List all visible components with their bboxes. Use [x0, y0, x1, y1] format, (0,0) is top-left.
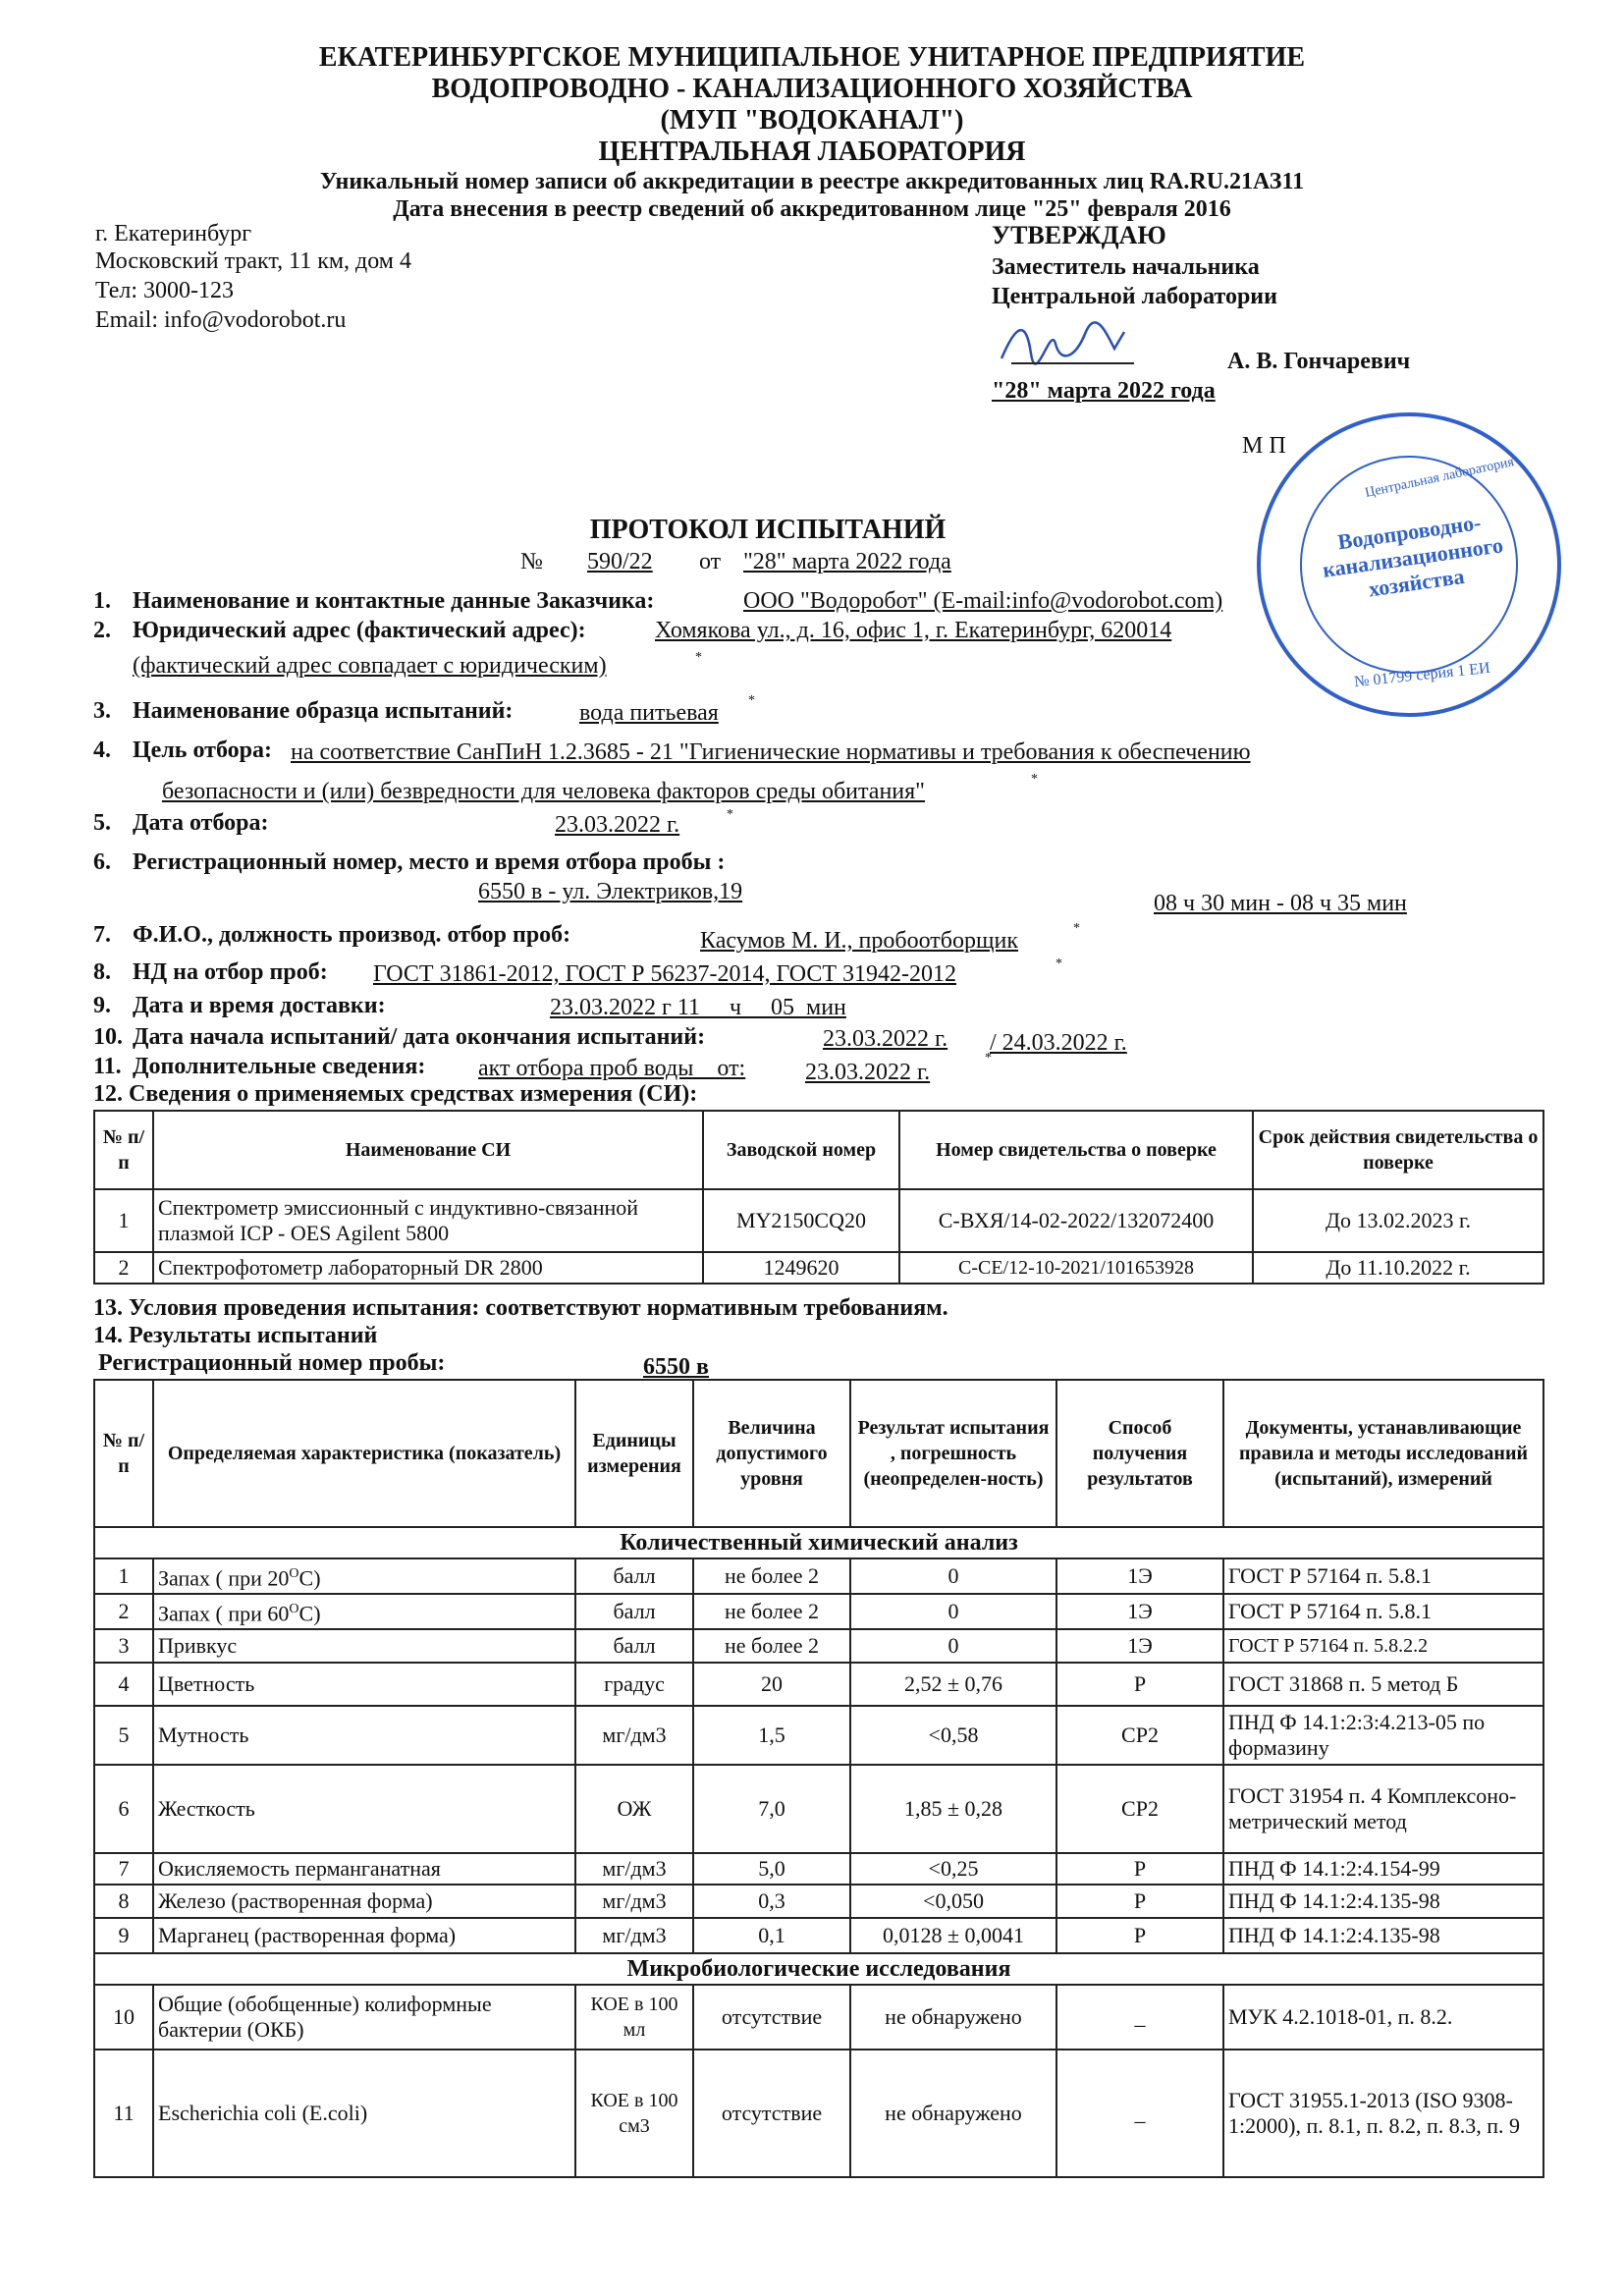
table-row: [94, 1663, 1543, 1706]
char-unit: C): [298, 1565, 321, 1591]
approval-date: "28" марта 2022 года: [992, 378, 1216, 404]
row-limit: отсутствие: [693, 2050, 850, 2177]
row-method: СР2: [1056, 1765, 1223, 1853]
item-1-label: Наименование и контактные данные Заказчика:: [133, 588, 655, 614]
item-7-num: 7.: [93, 922, 111, 948]
si-cell-serial: MY2150CQ20: [703, 1189, 899, 1252]
item-8-num: 8.: [93, 959, 111, 985]
asterisk: *: [1073, 921, 1080, 936]
table-row: [94, 1706, 1543, 1765]
row-units: балл: [575, 1629, 693, 1663]
item-3-num: 3.: [93, 698, 111, 724]
official-seal: [1257, 412, 1561, 717]
protocol-no-label: №: [520, 549, 543, 574]
accreditation-date: Дата внесения в реестр сведений об аккредитованном лице "25" февраля 2016: [393, 196, 1231, 222]
seal-center-text: Водопроводно-канализационного хозяйства: [1321, 510, 1505, 602]
si-cell-name: Спектрометр эмиссионный с индуктивно-связанной плазмой ICP - OES Agilent 5800: [153, 1189, 703, 1252]
row-limit: не более 2: [693, 1558, 850, 1594]
item-2-label: Юридический адрес (фактический адрес):: [133, 618, 586, 643]
item-11-date: 23.03.2022 г.: [805, 1060, 931, 1085]
item-7-label: Ф.И.О., должность производ. отбор проб:: [133, 922, 571, 948]
si-cell-num: 1: [94, 1189, 153, 1252]
row-num: 10: [94, 1985, 153, 2050]
table-row: [94, 1765, 1543, 1853]
item-2-num: 2.: [93, 618, 111, 643]
section-microbiology: [94, 1953, 1543, 1985]
row-units: балл: [575, 1594, 693, 1629]
item-11-value: акт отбора проб воды от:: [478, 1056, 746, 1081]
item-10-end: / 24.03.2022 г.: [990, 1030, 1127, 1056]
address-street: Московский тракт, 11 км, дом 4: [95, 248, 411, 274]
row-characteristic: Escherichia coli (E.coli): [153, 2050, 575, 2177]
table-row: [94, 1558, 1543, 1594]
row-result: 1,85 ± 0,28: [850, 1765, 1056, 1853]
res-header-result: Результат испытания , погрешность (неопределен-ность): [850, 1380, 1056, 1527]
row-result: 0: [850, 1629, 1056, 1663]
row-units: мг/дм3: [575, 1853, 693, 1885]
row-characteristic: Жесткость: [153, 1765, 575, 1853]
row-num: 6: [94, 1765, 153, 1853]
org-name-line3: (МУП "ВОДОКАНАЛ"): [660, 105, 964, 136]
row-document: ГОСТ Р 57164 п. 5.8.1: [1223, 1594, 1543, 1629]
item-4-label: Цель отбора:: [133, 738, 272, 763]
row-characteristic: [153, 1594, 575, 1629]
item-8-label: НД на отбор проб:: [133, 959, 328, 985]
approval-title: УТВЕРЖДАЮ: [992, 221, 1166, 249]
item-8-value: ГОСТ 31861-2012, ГОСТ Р 56237-2014, ГОСТ 31942-2012: [373, 961, 957, 987]
protocol-from: от: [699, 549, 722, 574]
row-result: <0,58: [850, 1706, 1056, 1765]
si-cell-name: Спектрофотометр лабораторный DR 2800: [153, 1252, 703, 1284]
section-microbiology-title: Микробиологические исследования: [94, 1953, 1543, 1985]
row-method: _: [1056, 2050, 1223, 2177]
row-result: 2,52 ± 0,76: [850, 1663, 1056, 1706]
row-num: 1: [94, 1558, 153, 1594]
si-header-validity: Срок действия свидетельства о поверке: [1253, 1111, 1543, 1189]
si-header-num: № п/п: [94, 1111, 153, 1189]
row-limit: отсутствие: [693, 1985, 850, 2050]
row-document: МУК 4.2.1018-01, п. 8.2.: [1223, 1985, 1543, 2050]
accreditation-number: Уникальный номер записи об аккредитации в реестре аккредитованных лиц RA.RU.21АЗ11: [319, 169, 1305, 194]
res-header-characteristic: Определяемая характеристика (показатель): [153, 1380, 575, 1527]
item-9-label: Дата и время доставки:: [133, 993, 386, 1018]
row-num: 5: [94, 1706, 153, 1765]
item-5-num: 5.: [93, 810, 111, 836]
item-6-value: 6550 в - ул. Электриков,19: [478, 879, 743, 904]
table-row: [94, 1853, 1543, 1885]
protocol-number: 590/22: [587, 549, 653, 574]
degree-sup: O: [289, 1565, 299, 1581]
si-cell-validity: До 13.02.2023 г.: [1253, 1189, 1543, 1252]
row-num: 9: [94, 1918, 153, 1953]
item-4-num: 4.: [93, 738, 111, 763]
lab-name: ЦЕНТРАЛЬНАЯ ЛАБОРАТОРИЯ: [598, 137, 1026, 167]
item-14: 14. Результаты испытаний: [93, 1323, 378, 1348]
item-2-value-2: (фактический адрес совпадает с юридическим): [133, 653, 607, 679]
item-5-label: Дата отбора:: [133, 810, 269, 836]
res-header-limit: Величина допустимого уровня: [693, 1380, 850, 1527]
approval-position-1: Заместитель начальника: [992, 254, 1260, 280]
row-limit: не более 2: [693, 1594, 850, 1629]
row-limit: 5,0: [693, 1853, 850, 1885]
item-10-label: Дата начала испытаний/ дата окончания испытаний:: [133, 1024, 706, 1050]
row-document: ПНД Ф 14.1:2:4.135-98: [1223, 1918, 1543, 1953]
item-11-num: 11.: [93, 1054, 122, 1079]
res-header-num: № п/п: [94, 1380, 153, 1527]
item-11-label: Дополнительные сведения:: [133, 1054, 426, 1079]
res-header-documents: Документы, устанавливающие правила и методы исследований (испытаний), измерений: [1223, 1380, 1543, 1527]
row-limit: 0,3: [693, 1885, 850, 1918]
approval-position-2: Центральной лаборатории: [992, 284, 1277, 309]
res-header-units: Единицы измерения: [575, 1380, 693, 1527]
row-units: КОЕ в 100 мл: [575, 1985, 693, 2050]
row-num: 2: [94, 1594, 153, 1629]
asterisk: *: [1056, 957, 1062, 971]
row-characteristic: Марганец (растворенная форма): [153, 1918, 575, 1953]
row-document: ПНД Ф 14.1:2:4.135-98: [1223, 1885, 1543, 1918]
row-document: ГОСТ Р 57164 п. 5.8.2.2: [1223, 1629, 1543, 1663]
row-document: ГОСТ 31868 п. 5 метод Б: [1223, 1663, 1543, 1706]
row-units: мг/дм3: [575, 1918, 693, 1953]
asterisk: *: [985, 1051, 992, 1066]
row-limit: не более 2: [693, 1629, 850, 1663]
row-num: 7: [94, 1853, 153, 1885]
row-num: 11: [94, 2050, 153, 2177]
si-header-serial: Заводской номер: [703, 1111, 899, 1189]
item-12: 12. Сведения о применяемых средствах измерения (СИ):: [93, 1081, 698, 1107]
si-cell-serial: 1249620: [703, 1252, 899, 1284]
si-table-header: [94, 1111, 1543, 1189]
char-unit: C): [298, 1601, 321, 1626]
asterisk: *: [748, 693, 755, 708]
row-method: Р: [1056, 1663, 1223, 1706]
si-cell-certificate: С-ВХЯ/14-02-2022/132072400: [899, 1189, 1253, 1252]
row-units: ОЖ: [575, 1765, 693, 1853]
row-characteristic: Мутность: [153, 1706, 575, 1765]
item-3-label: Наименование образца испытаний:: [133, 698, 514, 724]
address-email: Email: info@vodorobot.ru: [95, 307, 347, 333]
row-method: 1Э: [1056, 1629, 1223, 1663]
row-characteristic: Цветность: [153, 1663, 575, 1706]
address-city: г. Екатеринбург: [95, 221, 252, 246]
protocol-date: "28" марта 2022 года: [743, 549, 951, 574]
seal-series: № 01799 серия 1 ЕИ: [1353, 659, 1491, 691]
item-7-value: Касумов М. И., пробоотборщик: [700, 928, 1018, 954]
measurement-instruments-table: [93, 1110, 1544, 1285]
row-method: 1Э: [1056, 1594, 1223, 1629]
si-header-name: Наименование СИ: [153, 1111, 703, 1189]
row-result: 0: [850, 1558, 1056, 1594]
asterisk: *: [695, 650, 702, 665]
row-units: мг/дм3: [575, 1885, 693, 1918]
protocol-title: ПРОТОКОЛ ИСПЫТАНИЙ: [589, 515, 947, 545]
table-row: [94, 1885, 1543, 1918]
sample-reg-value: 6550 в: [643, 1354, 709, 1380]
item-1-num: 1.: [93, 588, 111, 614]
si-table-row: [94, 1189, 1543, 1252]
degree-sup: O: [289, 1601, 299, 1616]
row-method: _: [1056, 1985, 1223, 2050]
char-text: Запах ( при 60: [158, 1601, 290, 1626]
org-name-line2: ВОДОПРОВОДНО - КАНАЛИЗАЦИОННОГО ХОЗЯЙСТВА: [431, 74, 1193, 104]
si-cell-num: 2: [94, 1252, 153, 1284]
row-characteristic: Общие (обобщенные) колиформные бактерии (ОКБ): [153, 1985, 575, 2050]
table-row: [94, 2050, 1543, 2177]
table-row: [94, 1629, 1543, 1663]
char-text: Запах ( при 20: [158, 1565, 290, 1591]
item-13: 13. Условия проведения испытания: соответствуют нормативным требованиям.: [93, 1295, 948, 1321]
item-4-value: на соответствие СанПиН 1.2.3685 - 21 "Гигиенические нормативы и требования к обеспечению: [291, 739, 1251, 765]
row-result: <0,050: [850, 1885, 1056, 1918]
item-3-value: вода питьевая: [579, 700, 719, 726]
results-table: [93, 1379, 1544, 2178]
res-header-method: Способ получения результатов: [1056, 1380, 1223, 1527]
row-num: 8: [94, 1885, 153, 1918]
approver-name: А. В. Гончаревич: [1227, 349, 1411, 374]
org-name-line1: ЕКАТЕРИНБУРГСКОЕ МУНИЦИПАЛЬНОЕ УНИТАРНОЕ ПРЕДПРИЯТИЕ: [318, 42, 1306, 73]
row-method: Р: [1056, 1885, 1223, 1918]
row-document: ГОСТ 31955.1-2013 (ISO 9308-1:2000), п. 8.1, п. 8.2, п. 8.3, п. 9: [1223, 2050, 1543, 2177]
row-method: 1Э: [1056, 1558, 1223, 1594]
item-9-num: 9.: [93, 993, 111, 1018]
item-10-num: 10.: [93, 1024, 123, 1050]
si-cell-validity: До 11.10.2022 г.: [1253, 1252, 1543, 1284]
item-6-time: 08 ч 30 мин - 08 ч 35 мин: [1154, 891, 1407, 916]
row-method: Р: [1056, 1918, 1223, 1953]
item-2-value: Хомякова ул., д. 16, офис 1, г. Екатеринбург, 620014: [655, 618, 1172, 643]
row-limit: 7,0: [693, 1765, 850, 1853]
row-method: Р: [1056, 1853, 1223, 1885]
row-limit: 20: [693, 1663, 850, 1706]
row-result: 0,0128 ± 0,0041: [850, 1918, 1056, 1953]
asterisk: *: [727, 807, 733, 822]
row-result: не обнаружено: [850, 2050, 1056, 2177]
row-units: балл: [575, 1558, 693, 1594]
section-chemical: [94, 1527, 1543, 1558]
row-characteristic: Железо (растворенная форма): [153, 1885, 575, 1918]
row-limit: 1,5: [693, 1706, 850, 1765]
row-result: 0: [850, 1594, 1056, 1629]
asterisk: *: [1031, 772, 1038, 787]
row-document: ПНД Ф 14.1:2:3:4.213-05 по формазину: [1223, 1706, 1543, 1765]
si-cell-certificate: С-СЕ/12-10-2021/101653928: [899, 1252, 1253, 1284]
si-header-certificate: Номер свидетельства о поверке: [899, 1111, 1253, 1189]
row-units: КОЕ в 100 см3: [575, 2050, 693, 2177]
row-document: ГОСТ Р 57164 п. 5.8.1: [1223, 1558, 1543, 1594]
item-10-start: 23.03.2022 г.: [823, 1026, 948, 1052]
table-row: [94, 1594, 1543, 1629]
item-4-value-2: безопасности и (или) безвредности для человека факторов среды обитания": [162, 779, 925, 804]
item-6-num: 6.: [93, 849, 111, 875]
row-units: градус: [575, 1663, 693, 1706]
row-limit: 0,1: [693, 1918, 850, 1953]
row-result: <0,25: [850, 1853, 1056, 1885]
row-characteristic: [153, 1558, 575, 1594]
item-1-value: ООО "Водоробот" (E-mail:info@vodorobot.com): [743, 588, 1223, 614]
table-row: [94, 1918, 1543, 1953]
section-chemical-title: Количественный химический анализ: [94, 1527, 1543, 1558]
address-phone: Тел: 3000-123: [95, 278, 235, 303]
item-5-value: 23.03.2022 г.: [555, 812, 680, 838]
row-result: не обнаружено: [850, 1985, 1056, 2050]
row-num: 4: [94, 1663, 153, 1706]
mp-label: М П: [1242, 433, 1286, 459]
results-table-header: [94, 1380, 1543, 1527]
item-9-value: 23.03.2022 г 11 ч 05 мин: [550, 995, 846, 1020]
seal-small-text: Центральная лаборатория: [1364, 455, 1516, 501]
row-document: ПНД Ф 14.1:2:4.154-99: [1223, 1853, 1543, 1885]
si-table-row: [94, 1252, 1543, 1284]
sample-reg-label: Регистрационный номер пробы:: [98, 1350, 446, 1376]
row-method: СР2: [1056, 1706, 1223, 1765]
row-characteristic: Привкус: [153, 1629, 575, 1663]
signature: [997, 314, 1134, 378]
table-row: [94, 1985, 1543, 2050]
row-units: мг/дм3: [575, 1706, 693, 1765]
row-num: 3: [94, 1629, 153, 1663]
item-6-label: Регистрационный номер, место и время отбора пробы :: [133, 849, 726, 875]
row-characteristic: Окисляемость перманганатная: [153, 1853, 575, 1885]
row-document: ГОСТ 31954 п. 4 Комплексоно-метрический метод: [1223, 1765, 1543, 1853]
